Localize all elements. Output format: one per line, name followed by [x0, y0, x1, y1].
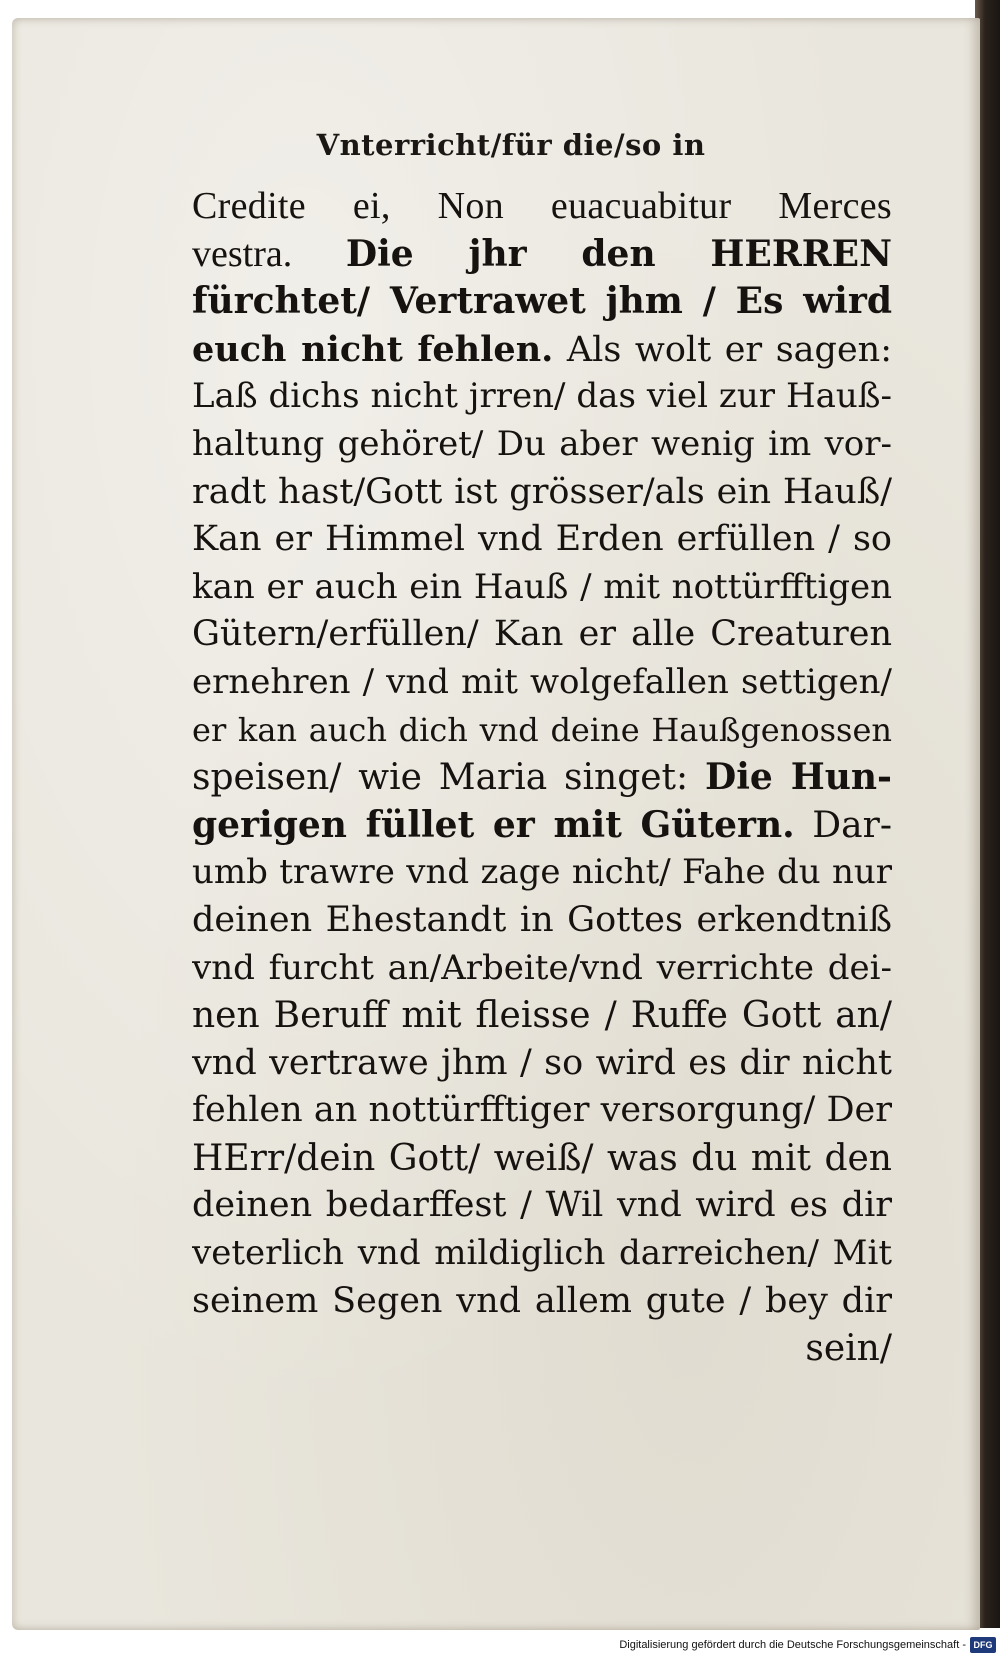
digitization-footer [0, 1633, 1000, 1661]
text-line: haltung gehöret/ Du aber wenig im vor- [192, 423, 892, 464]
text-line: fürchtet/ Vertrawet jhm / Es wird [192, 280, 892, 323]
text-line: gerigen füllet er mit Gütern. Dar- [192, 803, 892, 846]
text-line: Kan er Himmel vnd Erden erfüllen / so [192, 519, 892, 560]
text-line: seinem Segen vnd allem gute / bey dir [192, 1280, 892, 1321]
text-line: fehlen an nottürfftiger versorgung/ Der [192, 1090, 892, 1131]
funding-credit: Digitalisierung gefördert durch die Deutsche Forschungsgemeinschaft - [619, 1639, 966, 1651]
book-page [12, 18, 980, 1630]
text-line: nen Beruff mit fleisse / Ruffe Gott an/ [192, 995, 892, 1037]
text-line: umb trawre vnd zage nicht/ Fahe du nur [192, 852, 892, 893]
text-line: Credite ei, Non euacuabitur Merces [192, 185, 892, 227]
text-line: kan er auch ein Hauß / mit nottürfftigen [192, 566, 892, 607]
catchword: sein/ [805, 1328, 892, 1370]
text-line: euch nicht fehlen. Als wolt er sagen: [192, 328, 892, 370]
dfg-logo-icon: DFG [970, 1637, 996, 1653]
text-line: vestra. Die jhr den HERREN [192, 232, 892, 275]
text-line: er kan auch dich vnd deine Haußgenossen [192, 710, 892, 749]
text-line: vnd furcht an/Arbeite/vnd verrichte dei- [192, 947, 892, 988]
text-line: Laß dichs nicht jrren/ das viel zur Hauß- [192, 376, 892, 417]
text-line: ernehren / vnd mit wolgefallen settigen/ [192, 661, 892, 702]
text-line: HErr/dein Gott/ weiß/ was du mit den [192, 1137, 892, 1179]
text-line: vnd vertrawe jhm / so wird es dir nicht [192, 1042, 892, 1083]
text-line: deinen bedarffest / Wil vnd wird es dir [192, 1185, 892, 1226]
text-line: veterlich vnd mildiglich darreichen/ Mit [192, 1233, 892, 1274]
text-line: radt hast/Gott ist grösser/als ein Hauß/ [192, 471, 892, 512]
running-head: Vnterricht/für die/so in [316, 128, 706, 162]
text-line: speisen/ wie Maria singet: Die Hun- [192, 756, 892, 799]
text-line: Gütern/erfüllen/ Kan er alle Creaturen [192, 614, 892, 655]
body-text [192, 183, 892, 1373]
text-line: deinen Ehestandt in Gottes erkendtniß [192, 899, 892, 940]
